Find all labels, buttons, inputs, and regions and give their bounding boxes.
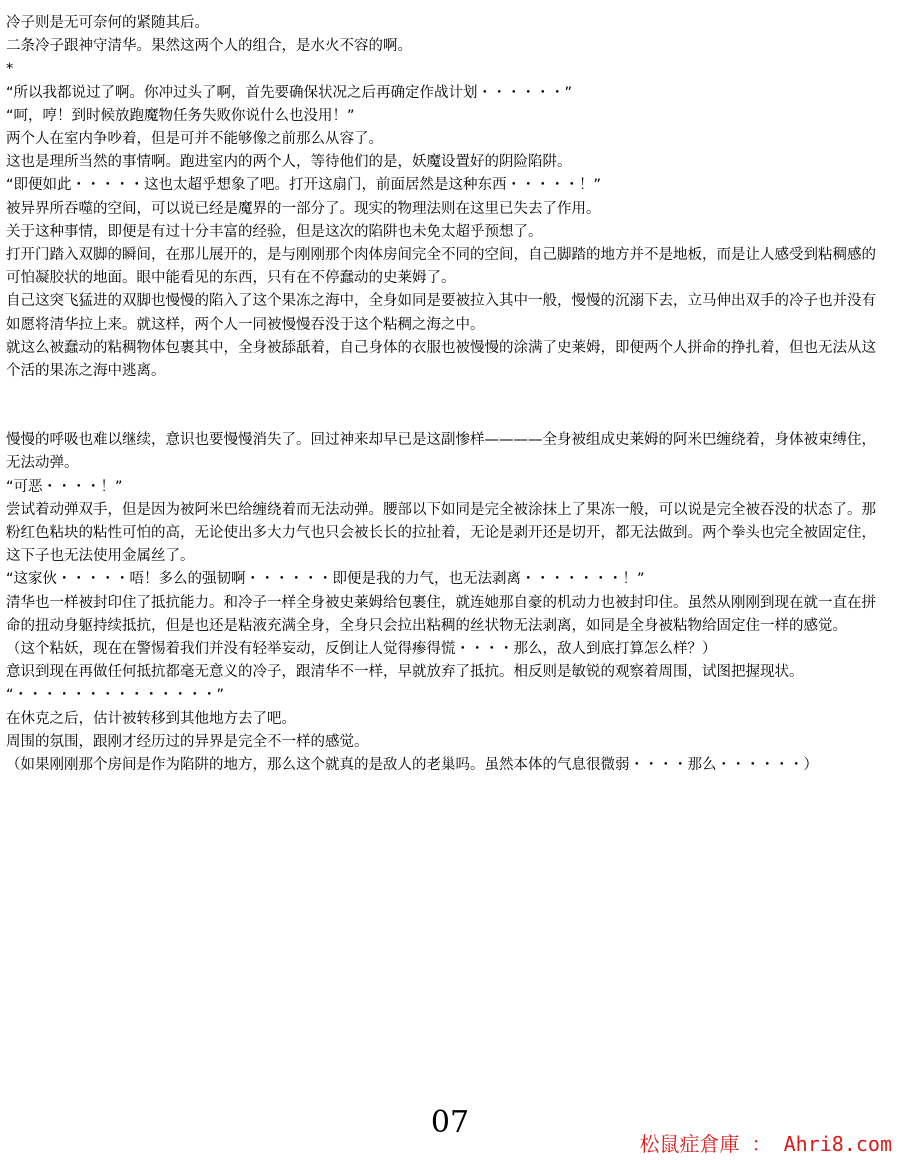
paragraph: “・・・・・・・・・・・・・・” [6,687,225,704]
paragraph: 打开门踏入双脚的瞬间，在那儿展开的，是与刚刚那个肉体房间完全不同的空间，自己脚踏的地方并不是地板，而是让人感受到粘稠感的可怕凝胶状的地面。眼中能看见的东西，只有在不停蠢动的史莱姆了。 [6,247,876,287]
paragraph: 意识到现在再做任何抵抗都毫无意义的冷子，跟清华不一样，早就放弃了抵抗。相反则是敏锐的观察着周围，试图把握现状。 [6,664,804,681]
paragraph: “即便如此・・・・・这也太超乎想象了吧。打开这扇门，前面居然是这种东西・・・・・！” [6,177,602,194]
paragraph: 就这么被蠢动的粘稠物体包裹其中，全身被舔舐着，自己身体的衣服也被慢慢的涂满了史莱姆，即便两个人拼命的挣扎着，但也无法从这个活的果冻之海中逃离。 [6,339,876,380]
watermark-text: 松鼠症倉庫 ： Ahri8.com [639,1132,892,1156]
paragraph: （如果刚刚那个房间是作为陷阱的地方，那么这个就真的是敌人的老巢吗。虽然本体的气息很微弱・・・・那么・・・・・・） [6,757,818,774]
paragraph: 慢慢的呼吸也难以继续，意识也要慢慢消失了。回过神来却早已是这副惨样————全身被组成史莱姆的阿米巴缠绕着，身体被束缚住，无法动弹。 [6,432,876,472]
paragraph: 关于这种事情，即便是有过十分丰富的经验，但是这次的陷阱也未免太超乎预想了。 [6,223,543,240]
scene-break: * [6,61,14,78]
paragraph: “所以我都说过了啊。你冲过头了啊，首先要确保状况之后再确定作战计划・・・・・・” [6,84,573,101]
paragraph: 被异界所吞噬的空间，可以说已经是魔界的一部分了。现实的物理法则在这里已失去了作用。 [6,200,601,217]
paragraph: 这也是理所当然的事情啊。跑进室内的两个人，等待他们的是，妖魔设置好的阴险陷阱。 [6,154,572,171]
paragraph: 自己这突飞猛进的双脚也慢慢的陷入了这个果冻之海中，全身如同是要被拉入其中一般，慢慢的沉溺下去，立马伸出双手的冷子也并没有如愿将清华拉上来。就这样，两个人一同被慢慢吞没于这个粘稠之海之中。 [6,293,876,333]
paragraph: 周围的氛围，跟刚才经历过的异界是完全不一样的感觉。 [6,733,369,750]
paragraph: 冷子则是无可奈何的紧随其后。 [6,15,209,31]
paragraph: 两个人在室内争吵着，但是可并不能够像之前那么从容了。 [6,131,383,148]
paragraph: 尝试着动弹双手，但是因为被阿米巴给缠绕着而无法动弹。腰部以下如同是完全被涂抹上了果冻一般，可以说是完全被吞没的状态了。那粉红色粘块的粘性可怕的高，无论使出多大力气也只会被长长的拉扯着，无论是剥开还是切开，都无法做到。两个拳头也完全被固定住，这下子也无法使用金属丝了。 [6,501,876,565]
paragraph: “这家伙・・・・・唔！多么的强韧啊・・・・・・即便是我的力气，也无法剥离・・・・・・・！” [6,571,645,588]
paragraph: 二条冷子跟神守清华。果然这两个人的组合，是水火不容的啊。 [6,38,412,55]
text-block-1 [6,12,890,383]
text-block-2 [6,429,890,777]
paragraph: “呵，哼！到时候放跑魔物任务失败你说什么也没用！” [6,107,355,124]
paragraph: 在休克之后，估计被转移到其他地方去了吧。 [6,710,296,727]
paragraph: “可恶・・・・！” [6,478,123,495]
paragraph: （这个粘妖，现在在警惕着我们并没有轻举妄动，反倒让人觉得瘆得慌・・・・那么，敌人到底打算怎么样？） [6,641,717,658]
section-gap [6,383,890,429]
page-body [6,12,890,777]
paragraph: 清华也一样被封印住了抵抗能力。和冷子一样全身被史莱姆给包裹住，就连她那自豪的机动力也被封印住。虽然从刚刚到现在就一直在拼命的扭动身躯持续抵抗，但是也还是粘液充满全身，全身只会拉出粘稠的丝状物无法剥离，如同是全身被粘物给固定住一样的感觉。 [6,594,876,634]
page-number: 07 [430,1105,470,1140]
